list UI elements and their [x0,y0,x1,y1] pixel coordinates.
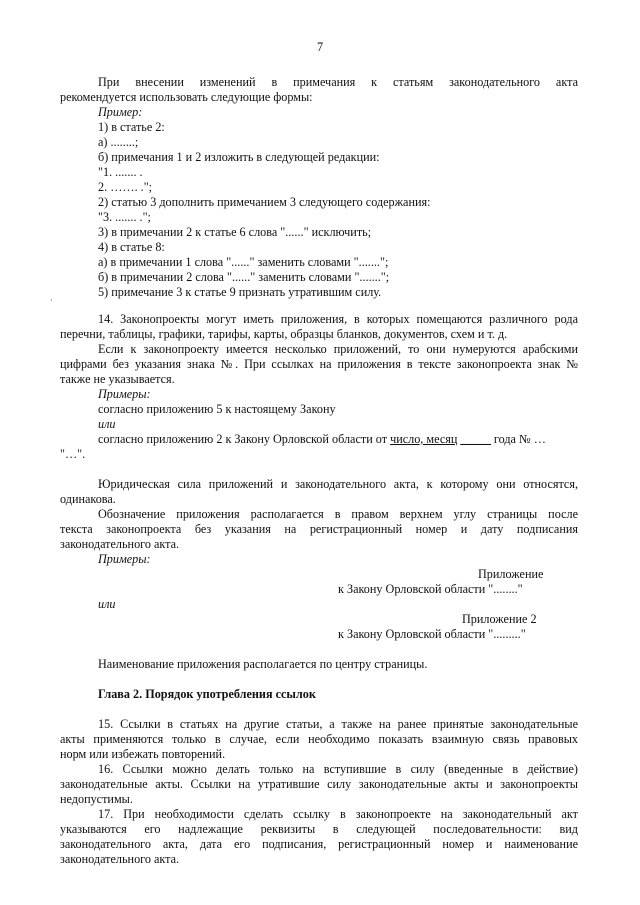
p17-line-2: указываются его надлежащие реквизиты в следующей последовательности: вид [60,822,578,836]
p15-line-2: акты применяются только в случае, если необходимо показать взаимную связь правовых [60,732,578,746]
list-item: 4) в статье 8: [98,240,165,254]
example-label: Пример: [98,105,143,119]
p15-line-1: 15. Ссылки в статьях на другие статьи, а также на ранее принятые законодательные [98,717,578,731]
or-label-2: или [98,597,116,611]
p16-line-1: 16. Ссылки можно делать только на вступившие в силу (введенные в действие) [98,762,578,776]
list-item: 5) примечание 3 к статье 9 признать утратившим силу. [98,285,382,299]
example-2-prefix: согласно приложению 2 к Закону Орловской области от [98,432,391,446]
chapter-heading: Глава 2. Порядок употребления ссылок [98,687,316,701]
appendix-1-title: Приложение [478,567,544,581]
or-label: или [98,417,116,431]
legal-force-line-1: Юридическая сила приложений и законодательного акта, к которому они относятся, [98,477,578,491]
position-line-2: текста законопроекта без указания на регистрационный номер и дату подписания [60,522,578,536]
position-line-3: законодательного акта. [60,537,180,551]
list-item: 2) статью 3 дополнить примечанием 3 следующего содержания: [98,195,431,209]
p16-line-3: недопустимы. [60,792,133,806]
p16-line-2: законодательные акты. Ссылки на утратившие силу законодательные акты и законопроекты [60,777,578,791]
list-item: 3) в примечании 2 к статье 6 слова "......" исключить; [98,225,372,239]
p14-line-3: Если к законопроекту имеется несколько приложений, то они нумеруются арабскими [98,342,578,356]
list-item: б) примечания 1 и 2 изложить в следующей редакции: [98,150,380,164]
intro-line-2: рекомендуется использовать следующие формы: [60,90,313,104]
p14-line-5: также не указывается. [60,372,175,386]
example-2-continuation: "…". [60,447,86,461]
appendix-1-ref: к Закону Орловской области "........" [338,582,523,596]
example-2 [98,432,546,447]
examples-label: Примеры: [98,387,151,401]
p17-line-4: законодательного акта. [60,852,180,866]
p14-line-4: цифрами без указания знака №. При ссылках на приложения в тексте законопроекта знак № [60,357,578,371]
p17-line-1: 17. При необходимости сделать ссылку в законопроекте на законодательный акт [98,807,578,821]
page-number: 7 [316,40,324,54]
stray-dot: · [50,296,53,305]
p15-line-3: норм или избежать повторений. [60,747,226,761]
list-item: "3. ....... ."; [98,210,151,224]
appendix-2-ref: к Закону Орловской области "........." [338,627,526,641]
example-2-suffix: года № … [490,432,546,446]
list-item: а) ........; [98,135,139,149]
p17-line-3: законодательного акта, дата его подписания, регистрационный номер и наименование [60,837,578,851]
example-2-date: число, месяц [390,432,458,446]
intro-line-1: При внесении изменений в примечания к статьям законодательного акта [98,75,578,89]
list-item: а) в примечании 1 слова "......" заменить словами "......."; [98,255,389,269]
example-1: согласно приложению 5 к настоящему Закону [98,402,336,416]
legal-force-line-2: одинакова. [60,492,116,506]
position-line-1: Обозначение приложения располагается в правом верхнем углу страницы после [98,507,578,521]
examples-label-2: Примеры: [98,552,151,566]
appendix-2-title: Приложение 2 [462,612,537,626]
list-item: 2. ……. ."; [98,180,153,194]
example-2-blank: _____ [460,432,491,446]
p14-line-2: перечни, таблицы, графики, тарифы, карты, образцы бланков, документов, схем и т. д. [60,327,508,341]
list-item: "1. ....... . [98,165,143,179]
center-note: Наименование приложения располагается по центру страницы. [98,657,428,671]
list-item: 1) в статье 2: [98,120,165,134]
p14-line-1: 14. Законопроекты могут иметь приложения, в которых помещаются различного рода [98,312,578,326]
list-item: б) в примечании 2 слова "......" заменить словами "......."; [98,270,390,284]
